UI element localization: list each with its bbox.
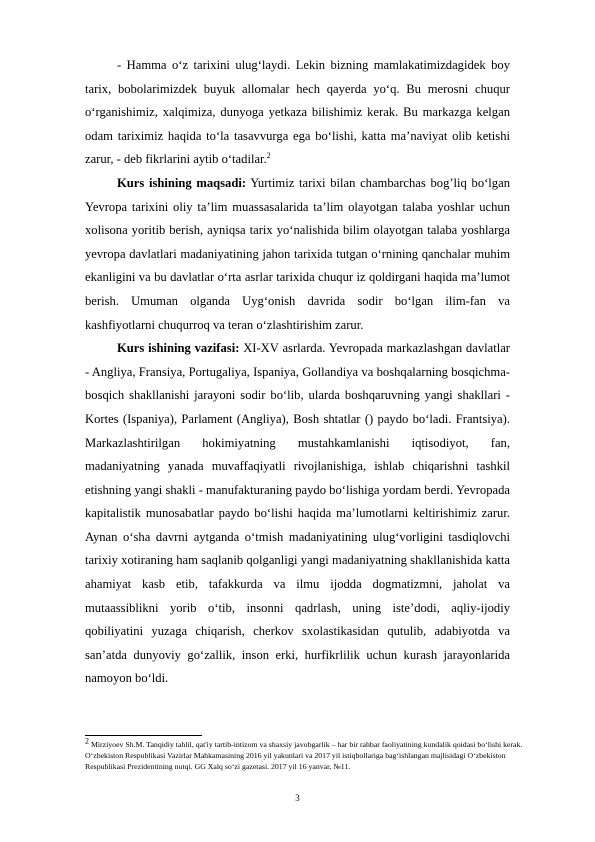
footnote-text: Mirziyoev Sh.M. Tanqidiy tahlil, qat'iy tartib-intizom va shaxsiy javobgarlik – har bir rahbar faoliyatining kundalik qoidasi bo‘lishi kerak. O‘zbekiston Respublikasi Vazirlar Mahkamasining 2016 yil yakunlari va 2017 yil istiqbollariga bag‘ishlangan majlisidagi O‘zbekiston Respublikasi Prezidentining nutqi. GG Xalq so‘zi gazetasi. 2017 yil 16 yanvar, №11. <box>85 740 523 771</box>
footnote-reference: 2 <box>266 151 271 161</box>
footnote-mark: 2 <box>85 736 89 746</box>
main-text <box>85 54 510 691</box>
paragraph-goal <box>85 172 510 337</box>
goal-heading: Kurs ishining maqsadi: <box>117 175 247 190</box>
paragraph-intro-quote <box>85 54 510 172</box>
page-number: 3 <box>295 793 300 803</box>
footnote <box>85 736 525 772</box>
paragraph-text: XI-XV asrlarda. Yevropada markazlashgan davlatlar - Angliya, Fransiya, Portugaliya, Ispaniya, Gollandiya va boshqalarning bosqichma-bosqich shakllanishi jarayoni sodir bo‘lib, ularda boshqaruvning yangi shakllari - Kortes (Ispaniya), Parlament (Angliya), Bosh shtatlar () paydo bo‘ladi. Frantsiya). Markazlashtirilgan hokimiyatning mustahkamlanishi iqtisodiyot, fan, madaniyatning yanada muvaffaqiyatli rivojlanishiga, ishlab chiqarishni tashkil etishning yangi shakli - manufakturaning paydo bo‘lishiga yordam berdi. Yevropada kapitalistik munosabatlar paydo bo‘lishi haqida ma’lumotlarni keltirishimiz zarur. Aynan o‘sha davrni aytganda o‘tmish madaniyatining ulug‘vorligini tasdiqlovchi tarixiy xotiraning ham saqlanib qolganligi yangi madaniyatning shakllanishida katta ahamiyat kasb etib, tafakkurda va ilmu ijodda dogmatizmni, jaholat va mutaassiblikni yorib o‘tib, insonni qadrlash, uning iste’dodi, aqliy-ijodiy qobiliyatini yuzaga chiqarish, cherkov sxolastikasidan qutulib, adabiyotda va san’atda dunyoviy go‘zallik, inson erki, hurfikrlilik uchun kurash jarayonlarida namoyon bo‘ldi. <box>85 341 510 686</box>
tasks-heading: Kurs ishining vazifasi: <box>117 341 240 356</box>
paragraph-tasks <box>85 337 510 691</box>
paragraph-text: - Hamma o‘z tarixini ulug‘laydi. Lekin bizning mamlakatimizdagidek boy tarix, bobolarimizdek buyuk allomalar hech qayerda yo‘q. Bu merosni chuqur o‘rganishimiz, xalqimiza, dunyoga yetkaza bilishimiz kerak. Bu markazga kelgan odam tariximiz haqida to‘la tasavvurga ega bo‘lishi, katta ma’naviyat olib ketishi zarur, - deb fikrlarini aytib o‘tadilar. <box>85 58 510 167</box>
footnote-separator <box>85 735 202 736</box>
paragraph-text: Yurtimiz tarixi bilan chambarchas bog’liq bo‘lgan Yevropa tarixini oliy ta’lim muassasalarida ta’lim olayotgan talaba yoshlar uchun xolisona yoritib berish, ayniqsa tarix yo‘nalishida bilim olayotgan talaba yoshlarga yevropa davlatlari madaniyatining jahon tarixida tutgan o‘rnining qanchalar muhim ekanligini va bu davlatlar o‘rta asrlar tarixida chuqur iz qoldirgani haqida ma’lumot berish. Umuman olganda Uyg‘onish davrida sodir bo‘lgan ilim-fan va kashfiyotlarni chuqurroq va teran o‘zlashtirishim zarur. <box>85 175 510 332</box>
